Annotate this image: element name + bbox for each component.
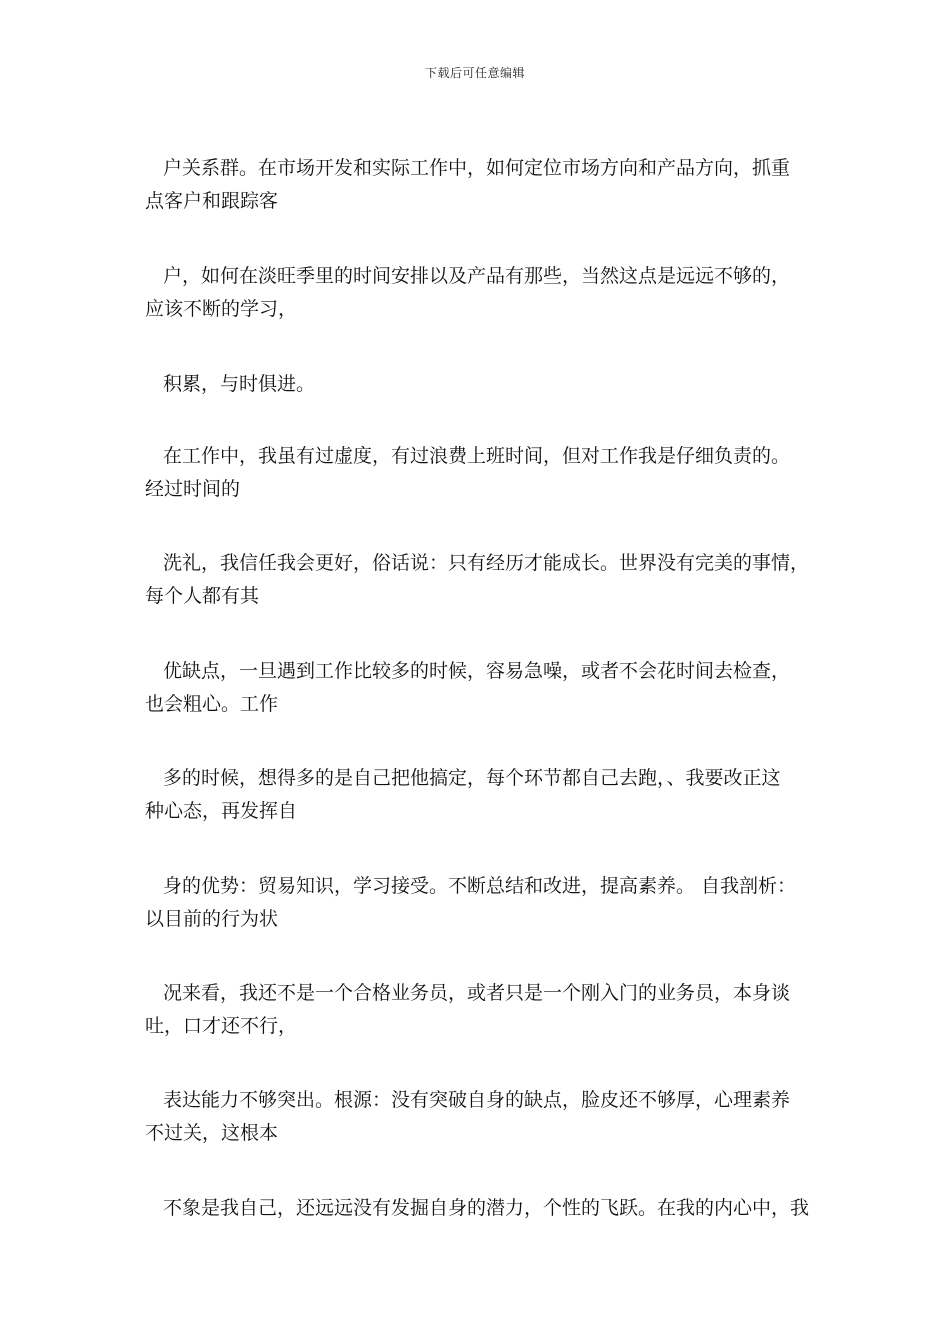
paragraph	[145, 762, 825, 828]
paragraph-line: 在工作中，我虽有过虚度，有过浪费上班时间，但对工作我是仔细负责的。	[163, 445, 791, 467]
paragraph-line: 不象是我自己，还远远没有发掘自身的潜力，个性的飞跃。在我的内心中，我	[163, 1197, 810, 1219]
paragraph-line: 户，如何在淡旺季里的时间安排以及产品有那些，当然这点是远远不够的，	[163, 265, 791, 287]
paragraph-line: 种心态，再发挥自	[145, 800, 298, 822]
paragraph-line: 身的优势：贸易知识，学习接受。不断总结和改进，提高素养。 自我剖析：	[163, 875, 797, 897]
paragraph-line: 也会粗心。工作	[145, 693, 279, 715]
paragraph	[145, 1084, 825, 1150]
paragraph-line: 应该不断的学习，	[145, 298, 298, 320]
paragraph-line: 积累，与时俱进。	[163, 373, 316, 395]
paragraph	[145, 368, 825, 401]
paragraph	[145, 152, 825, 218]
page-header: 下载后可任意编辑	[424, 66, 525, 80]
paragraph-line: 经过时间的	[145, 478, 241, 500]
paragraph-line: 户关系群。在市场开发和实际工作中，如何定位市场方向和产品方向，抓重	[163, 157, 791, 179]
paragraph	[145, 655, 825, 721]
paragraph-line: 点客户和跟踪客	[145, 190, 279, 212]
paragraph	[145, 1192, 825, 1225]
paragraph	[145, 870, 825, 936]
paragraph	[145, 547, 825, 613]
paragraph-line: 洗礼，我信任我会更好，俗话说：只有经历才能成长。世界没有完美的事情，	[163, 552, 810, 574]
paragraph-line: 每个人都有其	[145, 585, 260, 607]
paragraph-line: 优缺点，一旦遇到工作比较多的时候，容易急噪，或者不会花时间去检查，	[163, 660, 791, 682]
paragraph-line: 不过关，这根本	[145, 1122, 279, 1144]
paragraph	[145, 440, 825, 506]
paragraph-line: 况来看，我还不是一个合格业务员，或者只是一个刚入门的业务员，本身谈	[163, 982, 791, 1004]
paragraph	[145, 260, 825, 326]
paragraph	[145, 977, 825, 1043]
paragraph-line: 吐，口才还不行，	[145, 1015, 298, 1037]
paragraph-line: 以目前的行为状	[145, 908, 279, 930]
paragraph-line: 表达能力不够突出。根源：没有突破自身的缺点，脸皮还不够厚，心理素养	[163, 1089, 791, 1111]
paragraph-line: 多的时候，想得多的是自己把他搞定，每个环节都自己去跑，、我要改正这	[163, 767, 781, 789]
